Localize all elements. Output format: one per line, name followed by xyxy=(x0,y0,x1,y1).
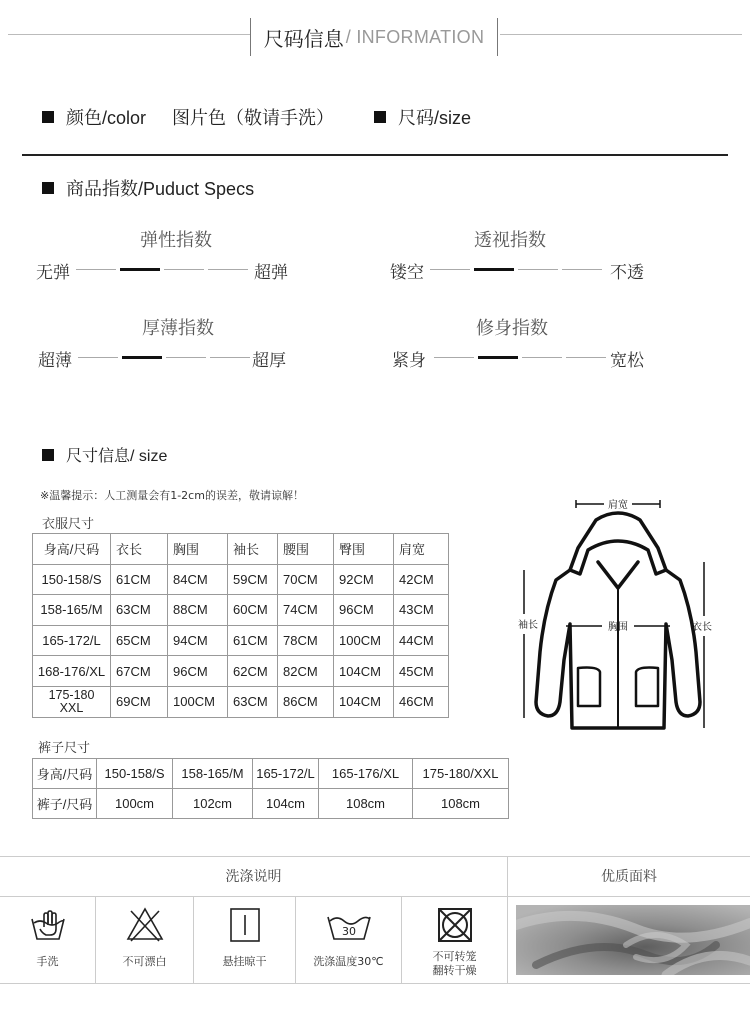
index-segment xyxy=(164,269,204,270)
index-title: 厚薄指数 xyxy=(142,318,214,339)
table-cell: 86CM xyxy=(278,686,334,717)
index-segment xyxy=(208,269,248,270)
table-cell: 104CM xyxy=(334,686,394,717)
table-cell: 96CM xyxy=(334,595,394,626)
wash-title: 洗涤说明 xyxy=(0,857,508,897)
table-header-cell: 袖长 xyxy=(228,534,278,565)
fabric-title: 优质面料 xyxy=(508,857,750,897)
care-label: 悬挂晾干 xyxy=(222,955,267,968)
index-segment xyxy=(566,357,606,358)
index-left-label: 无弹 xyxy=(36,263,70,283)
table-cell: 100CM xyxy=(334,625,394,656)
wash-30-icon xyxy=(325,905,373,945)
table-row xyxy=(33,789,509,819)
table-cell: 身高/尺码 xyxy=(33,759,97,789)
table-cell: 165-172/L xyxy=(253,759,319,789)
size-title xyxy=(42,443,167,466)
index-right-label: 超厚 xyxy=(252,351,286,371)
table-row xyxy=(33,595,449,626)
header-title-cn: 尺码信息 xyxy=(263,26,344,51)
table-cell: 59CM xyxy=(228,564,278,595)
pants-size-table xyxy=(32,758,509,819)
table-cell: 42CM xyxy=(394,564,449,595)
table-header-cell: 身高/尺码 xyxy=(33,534,111,565)
care-item-hand-wash xyxy=(0,897,96,983)
index-segment xyxy=(562,269,602,270)
index-right-label: 超弹 xyxy=(254,263,288,283)
table-cell: 168-176/XL xyxy=(33,656,111,687)
table-cell: 102cm xyxy=(173,789,253,819)
clothes-size-table xyxy=(32,533,449,718)
table-header-cell: 胸围 xyxy=(168,534,228,565)
index-segment xyxy=(518,269,558,270)
index-segment xyxy=(166,357,206,358)
table-cell: 108cm xyxy=(319,789,413,819)
measurement-note: ※温馨提示：人工测量会有1-2cm的误差，敬请谅解！ xyxy=(40,489,304,502)
table-cell: 165-172/L xyxy=(33,625,111,656)
table-cell: 88CM xyxy=(168,595,228,626)
table-cell: 61CM xyxy=(228,625,278,656)
divider xyxy=(22,154,728,156)
care-label-line-2: 翻转干燥 xyxy=(432,964,477,977)
table-cell: 158-165/M xyxy=(173,759,253,789)
index-segment xyxy=(78,357,118,358)
table-header-cell: 臀围 xyxy=(334,534,394,565)
bullet-square-icon xyxy=(42,111,54,123)
jacket-outline-icon xyxy=(508,492,744,742)
table-cell: 100CM xyxy=(168,686,228,717)
specs-title xyxy=(42,175,254,201)
table-cell: 46CM xyxy=(394,686,449,717)
table-row xyxy=(33,759,509,789)
table-cell: 63CM xyxy=(228,686,278,717)
table-cell: 45CM xyxy=(394,656,449,687)
table-cell: 104CM xyxy=(334,656,394,687)
index-title: 弹性指数 xyxy=(140,230,212,251)
table-cell: 65CM xyxy=(111,625,168,656)
header-rule-left xyxy=(8,34,250,35)
index-left-label: 紧身 xyxy=(392,351,426,371)
clothes-caption: 衣服尺寸 xyxy=(42,517,95,532)
no-bleach-icon xyxy=(125,905,165,945)
table-row xyxy=(33,625,449,656)
table-cell: 69CM xyxy=(111,686,168,717)
bullet-square-icon xyxy=(42,182,54,194)
diagram-label-sleeve: 袖长 xyxy=(518,620,538,631)
hand-wash-icon xyxy=(28,905,68,945)
size-title-text: 尺寸信息/ size xyxy=(66,448,168,465)
table-cell: 94CM xyxy=(168,625,228,656)
index-left-label: 超薄 xyxy=(38,351,72,371)
index-segment xyxy=(434,357,474,358)
header-rule-right xyxy=(500,34,742,35)
index-right-label: 不透 xyxy=(610,263,644,283)
index-segment xyxy=(522,357,562,358)
table-cell: 43CM xyxy=(394,595,449,626)
index-title: 修身指数 xyxy=(476,318,548,339)
index-title: 透视指数 xyxy=(474,230,546,251)
wash-temp-value: 30 xyxy=(341,925,356,938)
table-cell: 165-176/XL xyxy=(319,759,413,789)
table-cell: 104cm xyxy=(253,789,319,819)
table-cell: 108cm xyxy=(413,789,509,819)
table-cell: 74CM xyxy=(278,595,334,626)
index-segment xyxy=(210,357,250,358)
no-tumble-dry-icon xyxy=(435,905,475,945)
table-cell: 150-158/S xyxy=(97,759,173,789)
care-label xyxy=(402,950,507,978)
table-row xyxy=(33,686,449,717)
bullet-square-icon xyxy=(374,111,386,123)
care-label: 手洗 xyxy=(36,955,59,968)
care-label: 洗涤温度30℃ xyxy=(313,955,384,968)
index-left-label: 镂空 xyxy=(390,263,424,283)
fabric-photo xyxy=(516,905,750,975)
care-label: 不可漂白 xyxy=(122,955,167,968)
table-cell: 60CM xyxy=(228,595,278,626)
color-size-row xyxy=(42,104,471,130)
index-segment-active xyxy=(474,268,514,271)
table-cell: 82CM xyxy=(278,656,334,687)
index-segment-active xyxy=(120,268,160,271)
care-item-no-tumble-dry xyxy=(402,897,508,983)
table-cell: 62CM xyxy=(228,656,278,687)
color-value: 图片色（敬请手洗） xyxy=(172,108,335,128)
table-cell: 150-158/S xyxy=(33,564,111,595)
table-header-cell: 肩宽 xyxy=(394,534,449,565)
index-segment-active xyxy=(122,356,162,359)
table-cell: 175-180/XXL xyxy=(413,759,509,789)
section-header xyxy=(250,18,498,56)
table-header-row xyxy=(33,534,449,565)
fabric-texture-image xyxy=(516,905,750,975)
table-cell: 裤子/尺码 xyxy=(33,789,97,819)
index-segment xyxy=(430,269,470,270)
table-row xyxy=(33,656,449,687)
table-cell: 61CM xyxy=(111,564,168,595)
table-cell: 70CM xyxy=(278,564,334,595)
care-item-wash-30 xyxy=(296,897,402,983)
pants-caption: 裤子尺寸 xyxy=(38,741,91,756)
table-cell: 67CM xyxy=(111,656,168,687)
diagram-label-chest: 胸围 xyxy=(608,622,628,633)
table-cell: 158-165/M xyxy=(33,595,111,626)
table-row xyxy=(33,564,449,595)
table-cell: 44CM xyxy=(394,625,449,656)
jacket-diagram xyxy=(508,492,744,742)
care-item-no-bleach xyxy=(96,897,194,983)
care-label-line-1: 不可转笼 xyxy=(432,950,477,963)
header-title-en: / INFORMATION xyxy=(345,26,485,47)
table-cell: 175-180 XXL xyxy=(33,686,111,717)
table-cell: 100cm xyxy=(97,789,173,819)
bullet-square-icon xyxy=(42,449,54,461)
size-label: 尺码/size xyxy=(398,108,472,128)
table-cell: 78CM xyxy=(278,625,334,656)
table-cell: 96CM xyxy=(168,656,228,687)
color-label: 颜色/color xyxy=(66,108,147,128)
specs-title-text: 商品指数/Puduct Specs xyxy=(66,179,255,199)
index-segment-active xyxy=(478,356,518,359)
table-header-cell: 腰围 xyxy=(278,534,334,565)
table-cell: 84CM xyxy=(168,564,228,595)
index-right-label: 宽松 xyxy=(610,351,644,371)
index-segment xyxy=(76,269,116,270)
hang-dry-icon xyxy=(225,905,265,945)
table-cell: 63CM xyxy=(111,595,168,626)
diagram-label-length: 衣长 xyxy=(692,622,712,633)
care-item-hang-dry xyxy=(194,897,296,983)
diagram-label-shoulder: 肩宽 xyxy=(608,500,628,511)
table-header-cell: 衣长 xyxy=(111,534,168,565)
table-cell: 92CM xyxy=(334,564,394,595)
